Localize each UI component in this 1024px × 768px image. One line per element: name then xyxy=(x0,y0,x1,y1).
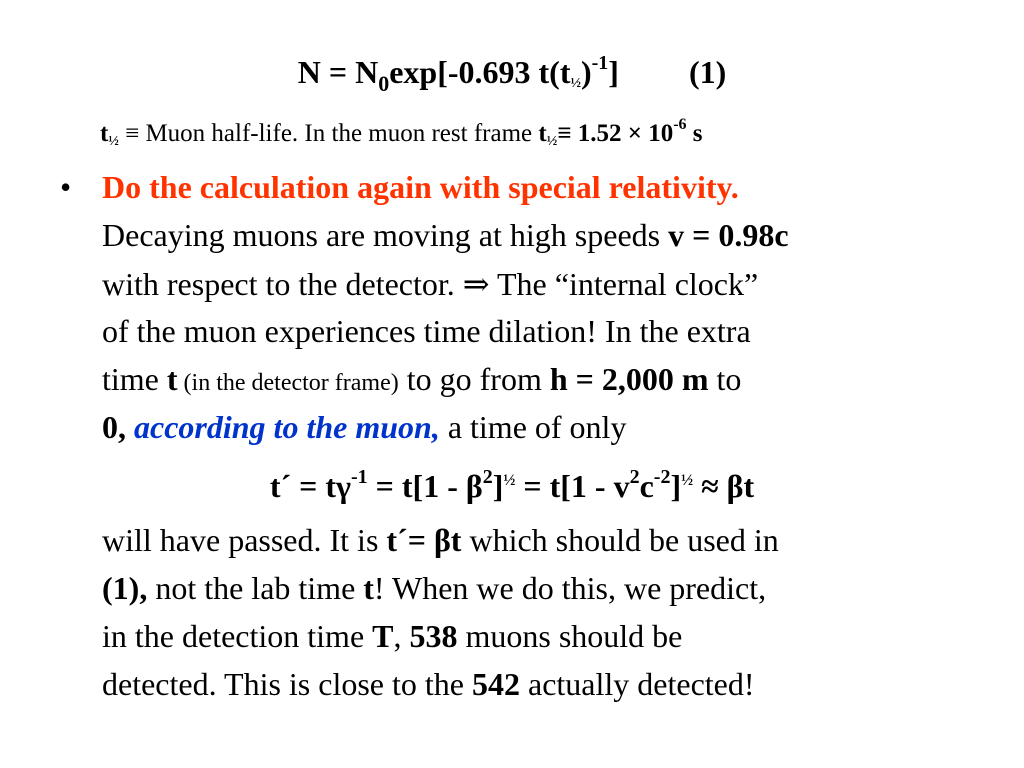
bullet-heading xyxy=(102,169,739,206)
l5-to: to xyxy=(708,361,742,397)
def-value: ≡ 1.52 × 10 xyxy=(557,120,674,147)
def-half2: ½ xyxy=(546,134,558,149)
eq1-close: ) xyxy=(580,54,592,90)
conclusion-line-3 xyxy=(102,618,682,655)
l2-velocity: v = 0.98c xyxy=(668,217,789,253)
body-line-6 xyxy=(102,409,626,446)
c1-text2: which should be used in xyxy=(461,522,779,558)
eq1-exp: exp[-0.693 t(t xyxy=(389,54,571,90)
l5-height: h = 2,000 m xyxy=(549,361,709,397)
l5-text: to go from xyxy=(398,361,550,397)
c2-text2: ! When we do this, we predict, xyxy=(373,570,767,606)
body-line-3 xyxy=(102,265,758,303)
conclusion-line-4 xyxy=(102,666,755,703)
c4-text: detected. This is close to the xyxy=(102,666,472,702)
eq2-e-sup: -2 xyxy=(653,466,671,488)
c1-formula: t´= βt xyxy=(386,522,462,558)
l6-text: a time of only xyxy=(439,409,627,445)
c4-detected: 542 xyxy=(471,666,520,702)
eq1-label: (1) xyxy=(688,54,727,90)
l3-text: with respect to the detector. ⇒ The “internal clock” xyxy=(102,266,759,302)
def-unit: s xyxy=(686,120,703,147)
eq1-half-subscript: ½ xyxy=(570,76,581,91)
equation-1 xyxy=(0,52,1024,97)
eq1-lhs: N = N xyxy=(297,54,379,90)
half-life-definition xyxy=(100,116,703,150)
c3-T: T xyxy=(372,618,394,654)
body-line-5 xyxy=(102,361,741,398)
c3-text: in the detection time xyxy=(102,618,373,654)
l4-text: of the muon experiences time dilation! In the extra xyxy=(102,313,751,349)
eq2-c-sup: ½ xyxy=(503,472,516,489)
eq2-g: ≈ βt xyxy=(693,468,755,504)
def-half: ½ xyxy=(108,134,119,149)
def-t: t xyxy=(100,120,109,147)
eq1-bracket: ] xyxy=(608,54,619,90)
c2-ref: (1), xyxy=(102,570,148,606)
c2-t: t xyxy=(363,570,374,606)
l2-text: Decaying muons are moving at high speeds xyxy=(102,217,669,253)
l6-muon-frame: according to the muon, xyxy=(134,409,440,445)
l6-zero: 0, xyxy=(102,409,126,445)
def-exponent: -6 xyxy=(673,116,687,133)
eq2-d-sup: 2 xyxy=(629,466,640,488)
conclusion-line-1 xyxy=(102,522,779,559)
equation-2 xyxy=(0,466,1024,505)
eq2-b-sup: 2 xyxy=(482,466,493,488)
eq2-a-sup: -1 xyxy=(350,466,368,488)
eq1-n-subscript: 0 xyxy=(378,71,390,96)
eq1-exponent: -1 xyxy=(591,52,609,74)
eq2-f: ] xyxy=(670,468,682,504)
c2-text: not the lab time xyxy=(147,570,364,606)
c3-comma: , xyxy=(393,618,410,654)
body-line-2 xyxy=(102,217,789,254)
heading-text: Do the calculation again with special relativity. xyxy=(102,169,739,205)
eq2-d: = t[1 - v xyxy=(515,468,630,504)
body-line-4 xyxy=(102,313,751,350)
eq2-b: = t[1 - β xyxy=(367,468,483,504)
c1-text: will have passed. It is xyxy=(102,522,387,558)
l5-t: t xyxy=(166,361,178,397)
c3-predicted: 538 xyxy=(409,618,458,654)
def-text: Muon half-life. In the muon rest frame xyxy=(145,120,539,147)
def-t2: t xyxy=(538,120,547,147)
eq2-e: c xyxy=(639,468,654,504)
c4-text2: actually detected! xyxy=(519,666,755,702)
conclusion-line-2 xyxy=(102,570,766,607)
eq2-a: t´ = tγ xyxy=(269,468,351,504)
bullet-icon: • xyxy=(60,169,72,205)
l5-frame-note: (in the detector frame) xyxy=(177,370,399,396)
eq2-c: ] xyxy=(492,468,504,504)
c3-text2: muons should be xyxy=(457,618,683,654)
def-equiv: ≡ xyxy=(118,120,146,147)
l5-time: time xyxy=(102,361,167,397)
eq2-f-sup: ½ xyxy=(681,472,694,489)
